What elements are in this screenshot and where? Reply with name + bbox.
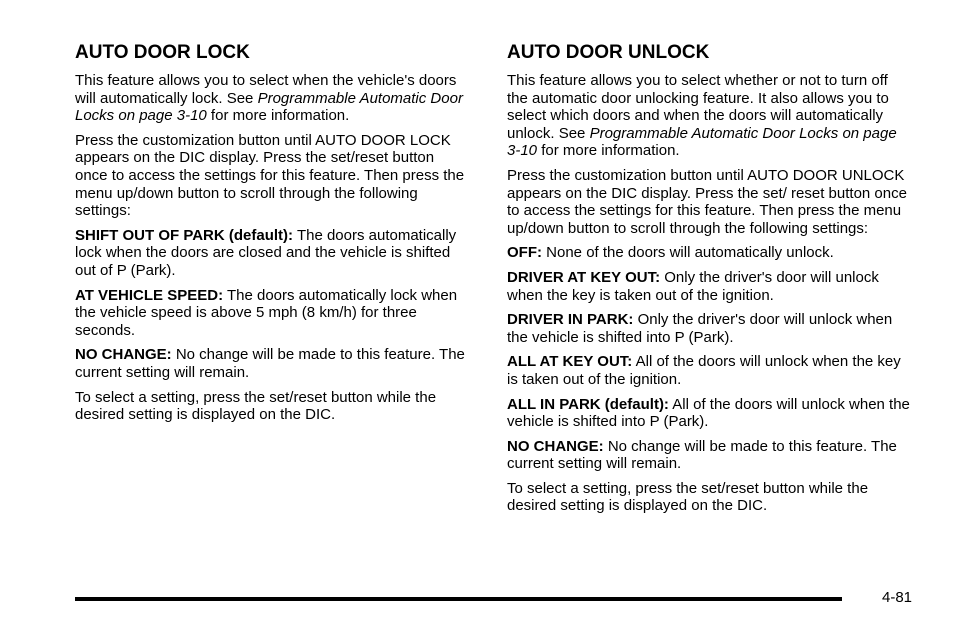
setting-item bbox=[507, 396, 911, 431]
setting-description: No change will be made to this feature. The current setting will remain. bbox=[75, 346, 465, 381]
closing-paragraph: To select a setting, press the set/reset button while the desired setting is displayed on the DIC. bbox=[75, 388, 437, 424]
setting-item bbox=[507, 244, 911, 262]
setting-term: DRIVER IN PARK: bbox=[507, 311, 634, 329]
setting-description: Only the driver's door will unlock when the key is taken out of the ignition. bbox=[507, 268, 879, 304]
intro-paragraph bbox=[75, 72, 467, 125]
left-column bbox=[75, 42, 467, 431]
setting-description: All of the doors will unlock when the vehicle is shifted into P (Park). bbox=[507, 395, 910, 431]
setting-description: The doors automatically lock when the vehicle speed is above 5 mph (8 km/h) for three seconds. bbox=[75, 286, 458, 339]
instructions-paragraph: Press the customization button until AUTO DOOR UNLOCK appears on the DIC display. Press the set/ reset button once to access the settings for this feature. Then press the menu up/down button to scroll through the following settings: bbox=[507, 166, 907, 237]
page-number: 4-81 bbox=[882, 589, 913, 606]
setting-term: SHIFT OUT OF PARK (default): bbox=[75, 226, 294, 244]
intro-text: This feature allows you to select when the vehicle's doors will automatically lock. See bbox=[75, 72, 457, 107]
setting-description: The doors automatically lock when the doors are closed and the vehicle is shifted out of P (Park). bbox=[75, 226, 457, 279]
setting-term: OFF: bbox=[507, 244, 542, 262]
setting-term: NO CHANGE: bbox=[75, 346, 172, 364]
setting-item bbox=[507, 269, 911, 304]
setting-item bbox=[75, 227, 467, 280]
setting-description: None of the doors will automatically unlock. bbox=[542, 244, 834, 262]
setting-item bbox=[507, 438, 911, 473]
intro-paragraph bbox=[507, 72, 911, 160]
setting-description: No change will be made to this feature. The current setting will remain. bbox=[507, 437, 897, 473]
intro-text-end: for more information. bbox=[206, 107, 350, 125]
cross-reference: Programmable Automatic Door Locks on page 3-10 bbox=[507, 124, 897, 160]
section-heading: AUTO DOOR LOCK bbox=[75, 42, 250, 63]
cross-reference: Programmable Automatic Door Locks on page 3-10 bbox=[75, 89, 463, 125]
right-column bbox=[507, 42, 911, 522]
setting-item bbox=[75, 287, 467, 340]
intro-text-end: for more information. bbox=[537, 142, 680, 160]
closing-paragraph: To select a setting, press the set/reset button while the desired setting is displayed on the DIC. bbox=[507, 479, 869, 515]
setting-term: DRIVER AT KEY OUT: bbox=[507, 268, 661, 286]
setting-item bbox=[507, 353, 911, 388]
footer-rule bbox=[75, 597, 842, 601]
setting-description: Only the driver's door will unlock when the vehicle is shifted into P (Park). bbox=[507, 311, 893, 346]
setting-item bbox=[507, 311, 911, 346]
setting-term: ALL AT KEY OUT: bbox=[507, 353, 633, 371]
setting-item bbox=[75, 346, 467, 381]
instructions-paragraph: Press the customization button until AUTO DOOR LOCK appears on the DIC display. Press the set/reset button once to access the settings for this feature. Then press the menu up/down button to scroll through the following settings: bbox=[75, 131, 465, 220]
section-heading: AUTO DOOR UNLOCK bbox=[507, 42, 710, 63]
setting-description: All of the doors will unlock when the key is taken out of the ignition. bbox=[507, 353, 901, 388]
setting-term: AT VEHICLE SPEED: bbox=[75, 286, 224, 304]
setting-term: NO CHANGE: bbox=[507, 437, 604, 455]
intro-text: This feature allows you to select whether or not to turn off the automatic door unlocking feature. It also allows you to select which doors and when the doors will automatically unlock. See bbox=[507, 72, 889, 142]
setting-term: ALL IN PARK (default): bbox=[507, 395, 669, 413]
